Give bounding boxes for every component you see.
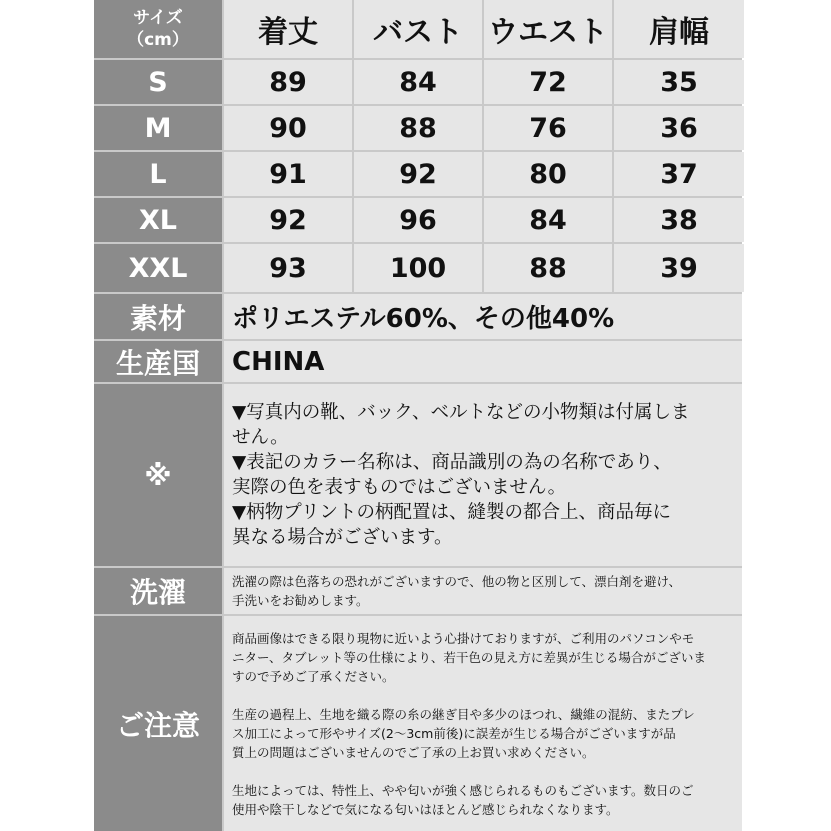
bust-value: 92 (354, 152, 482, 196)
material-label: 素材 (94, 294, 222, 339)
caution-line (232, 686, 706, 705)
size-label: S (94, 60, 222, 104)
size-row-xxl (94, 244, 742, 292)
size-row-m (94, 106, 742, 150)
unit-header-label: （cm） (127, 30, 189, 50)
shoulder-value: 36 (614, 106, 744, 150)
caution-text (224, 616, 742, 831)
origin-row (94, 341, 742, 382)
remarks-line: ▼柄物プリントの柄配置は、縫製の都合上、商品毎に (232, 502, 671, 523)
caution-line: 商品画像はできる限り現物に近いよう心掛けておりますが、ご利用のパソコンやモ (232, 630, 695, 646)
shoulder-value: 35 (614, 60, 744, 104)
caution-row (94, 616, 742, 831)
size-header-label: サイズ (133, 8, 183, 28)
shoulder-value: 38 (614, 198, 744, 242)
bust-value: 88 (354, 106, 482, 150)
caution-line: ニター、タブレット等の仕様により、若干色の見え方に差異が生じる場合がございま (232, 649, 706, 665)
waist-value: 80 (484, 152, 612, 196)
caution-line: すので予めご了承ください。 (232, 668, 395, 684)
remarks-text (224, 384, 742, 566)
washing-line: 手洗いをお勧めします。 (232, 593, 369, 608)
material-value: ポリエステル60%、その他40% (224, 294, 742, 339)
size-unit-header (94, 0, 222, 58)
caution-label: ご注意 (94, 616, 222, 831)
remarks-line: ▼写真内の靴、バック、ベルトなどの小物類は付属しま (232, 402, 690, 423)
length-value: 89 (224, 60, 352, 104)
size-table-header-row (94, 0, 742, 58)
length-value: 93 (224, 244, 352, 292)
waist-value: 76 (484, 106, 612, 150)
waist-value: 72 (484, 60, 612, 104)
remarks-line: 異なる場合がございます。 (232, 527, 453, 548)
column-header-waist: ウエスト (484, 0, 612, 58)
washing-label: 洗濯 (94, 568, 222, 614)
length-value: 92 (224, 198, 352, 242)
material-row (94, 294, 742, 339)
size-label: L (94, 152, 222, 196)
caution-line: 生地によっては、特性上、やや匂いが強く感じられるものもございます。数日のご (232, 782, 694, 798)
caution-line: 質上の問題はございませんのでご了承の上お買い求めください。 (232, 744, 595, 760)
column-header-bust: バスト (354, 0, 482, 58)
size-label: XL (94, 198, 222, 242)
remarks-line: 実際の色を表すものではございません。 (232, 477, 567, 498)
length-value: 90 (224, 106, 352, 150)
size-label: XXL (94, 244, 222, 292)
waist-value: 84 (484, 198, 612, 242)
shoulder-value: 37 (614, 152, 744, 196)
washing-text (224, 568, 742, 614)
washing-line: 洗濯の際は色落ちの恐れがございますので、他の物と区別して、漂白剤を避け、 (232, 574, 682, 589)
length-value: 91 (224, 152, 352, 196)
origin-value: CHINA (224, 341, 742, 382)
remarks-line: せん。 (232, 427, 289, 448)
column-header-shoulder: 肩幅 (614, 0, 744, 58)
washing-row (94, 568, 742, 614)
bust-value: 96 (354, 198, 482, 242)
bust-value: 84 (354, 60, 482, 104)
size-row-xl (94, 198, 742, 242)
remarks-row (94, 384, 742, 566)
bust-value: 100 (354, 244, 482, 292)
column-header-length: 着丈 (224, 0, 352, 58)
size-row-s (94, 60, 742, 104)
caution-line: 使用や陰干しなどで気になる匂いはほとんど感じられなくなります。 (232, 801, 619, 817)
size-row-l (94, 152, 742, 196)
shoulder-value: 39 (614, 244, 744, 292)
origin-label: 生産国 (94, 341, 222, 382)
remarks-label: ※ (94, 384, 222, 566)
caution-line: ス加工によって形やサイズ(2～3cm前後)に誤差が生じる場合がございますが品 (232, 725, 676, 741)
size-label: M (94, 106, 222, 150)
caution-line (232, 762, 706, 781)
waist-value: 88 (484, 244, 612, 292)
caution-line: 生産の過程上、生地を織る際の糸の継ぎ目や多少のほつれ、繊維の混紡、またプレ (232, 706, 695, 722)
remarks-line: ▼表記のカラー名称は、商品識別の為の名称であり、 (232, 452, 672, 473)
product-spec-sheet (94, 0, 742, 831)
